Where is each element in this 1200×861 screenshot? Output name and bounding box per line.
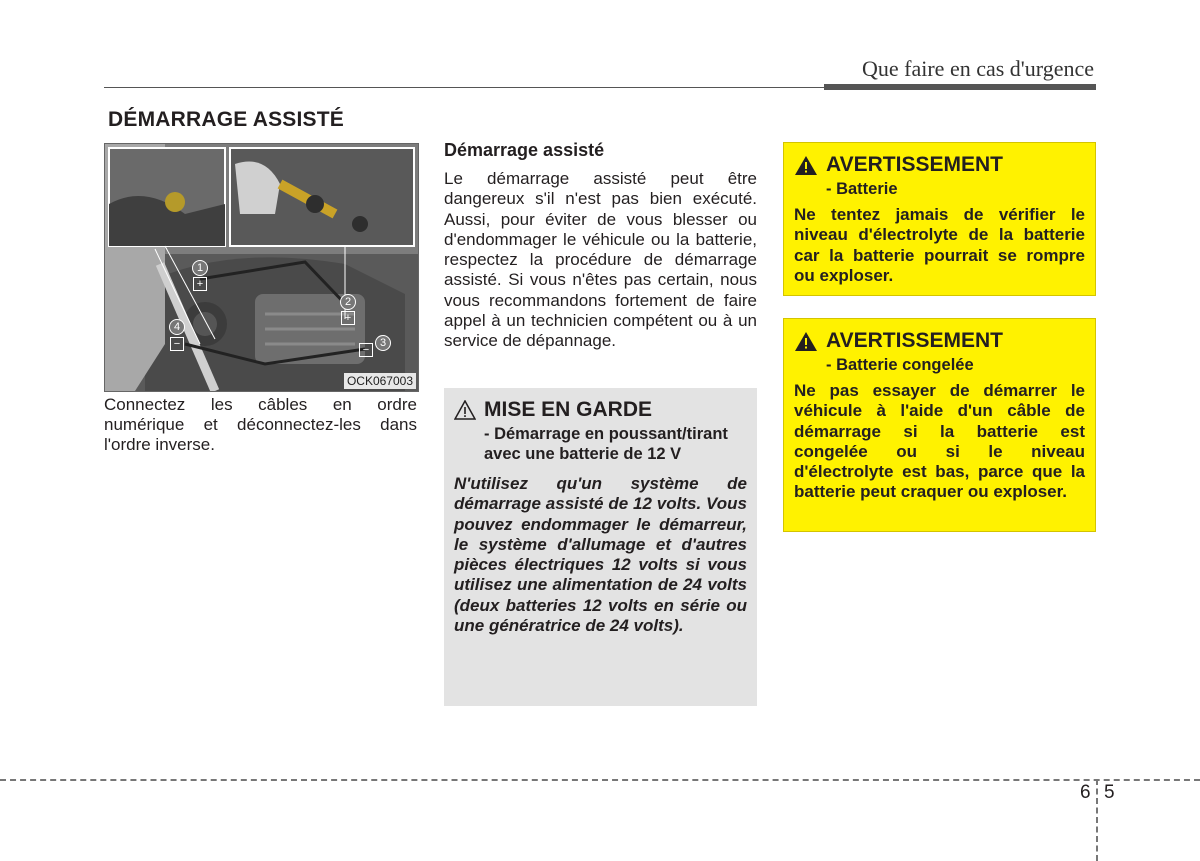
- running-header-title: Que faire en cas d'urgence: [862, 56, 1094, 81]
- plus-terminal-label: +: [193, 277, 207, 291]
- warning-triangle-outline-icon: [454, 400, 476, 420]
- warning-subtitle: - Batterie: [826, 180, 898, 198]
- jump-start-section: [444, 140, 757, 352]
- caution-header: [454, 398, 747, 422]
- chapter-number: 6: [1080, 782, 1091, 803]
- warning-header: [794, 329, 1085, 353]
- callout-4: 4: [169, 319, 185, 335]
- footer-divider: [1096, 779, 1098, 861]
- minus-terminal-label: −: [359, 343, 373, 357]
- warning-subtitle: - Batterie congelée: [826, 356, 974, 374]
- sub-heading: Démarrage assisté: [444, 140, 605, 160]
- caution-box: [444, 388, 757, 706]
- section-title: DÉMARRAGE ASSISTÉ: [108, 108, 344, 131]
- footer-rule: [0, 779, 1200, 781]
- warning-triangle-icon: [794, 331, 818, 352]
- warning-title: AVERTISSEMENT: [826, 153, 1003, 176]
- header-rule: [104, 87, 824, 88]
- warning-text: Ne tentez jamais de vérifier le niveau d'électrolyte de la batterie car la batterie pourrait se rompre ou exploser.: [794, 205, 1085, 285]
- callout-3: 3: [375, 335, 391, 351]
- warning-triangle-icon: [794, 155, 818, 176]
- header-rule-bold: [824, 84, 1096, 90]
- caution-title: MISE EN GARDE: [484, 398, 653, 421]
- warning-box-battery: [783, 142, 1096, 296]
- callout-2: 2: [340, 294, 356, 310]
- caution-text: N'utilisez qu'un système de démarrage assisté de 12 volts. Vous pouvez endommager le démarreur, le système d'allumage et d'autres pièces électriques 12 volts si vous utilisez une alimentation de 24 volts (deux batteries 12 volts en série ou une génératrice de 24 volts).: [454, 474, 747, 636]
- body-paragraph: Le démarrage assisté peut être dangereux s'il n'est pas bien exécuté. Aussi, pour éviter de vous blesser ou d'endommager le véhicule ou la batterie, respectez la procédure de démarrage assisté. Si vous n'êtes pas certain, nous vous recommandons fortement de faire appel à un technicien compétent ou à un service de dépannage.: [444, 169, 757, 351]
- warning-text: Ne pas essayer de démarrer le véhicule à l'aide d'un câble de démarrage si la batterie est congelée ou si le niveau d'électrolyte est bas, parce que la batterie peut craquer ou exploser.: [794, 381, 1085, 502]
- plus-terminal-label: +: [341, 311, 355, 325]
- figure-code: OCK067003: [344, 373, 416, 389]
- warning-box-frozen-battery: [783, 318, 1096, 532]
- caution-subtitle: - Démarrage en poussant/tirant avec une batterie de 12 V: [484, 425, 728, 463]
- figure-caption: Connectez les câbles en ordre numérique et déconnectez-les dans l'ordre inverse.: [104, 395, 417, 454]
- warning-header: [794, 153, 1085, 177]
- warning-title: AVERTISSEMENT: [826, 329, 1003, 352]
- page-number: 5: [1104, 782, 1115, 803]
- callout-1: 1: [192, 260, 208, 276]
- minus-terminal-label: −: [170, 337, 184, 351]
- engine-bay-figure: [104, 143, 419, 392]
